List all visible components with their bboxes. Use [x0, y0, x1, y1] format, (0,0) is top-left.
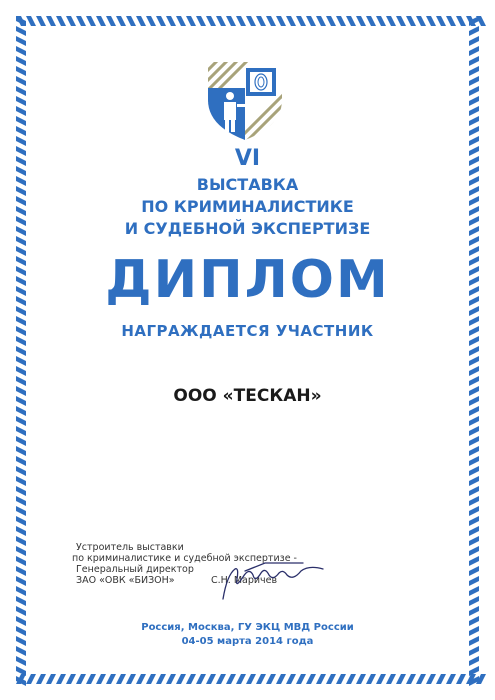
- awarded-caption: НАГРАЖДАЕТСЯ УЧАСТНИК: [121, 322, 374, 340]
- diploma-title: ДИПЛОМ: [105, 250, 390, 310]
- footer-location: Россия, Москва, ГУ ЭКЦ МВД России: [141, 622, 354, 633]
- signature-line: Устроитель выставки: [76, 542, 184, 553]
- person-icon: [226, 92, 234, 100]
- exhibition-title-line: ПО КРИМИНАЛИСТИКЕ: [141, 197, 354, 216]
- exhibition-numeral: VI: [234, 146, 261, 171]
- signature-line: ЗАО «ОВК «БИЗОН»: [76, 575, 175, 586]
- signature-line: Генеральный директор: [76, 564, 194, 575]
- signatory-name: С.Н. Маричев: [211, 575, 278, 586]
- handwritten-signature: [205, 555, 335, 605]
- recipient-name: ООО «ТЕСКАН»: [173, 386, 322, 406]
- signature-line: по криминалистике и судебной экспертизе -: [72, 553, 297, 564]
- footer-dates: 04-05 марта 2014 года: [181, 636, 314, 647]
- exhibition-emblem: [200, 58, 290, 142]
- exhibition-title-line: ВЫСТАВКА: [196, 175, 299, 194]
- exhibition-title-line: И СУДЕБНОЙ ЭКСПЕРТИЗЕ: [124, 219, 371, 238]
